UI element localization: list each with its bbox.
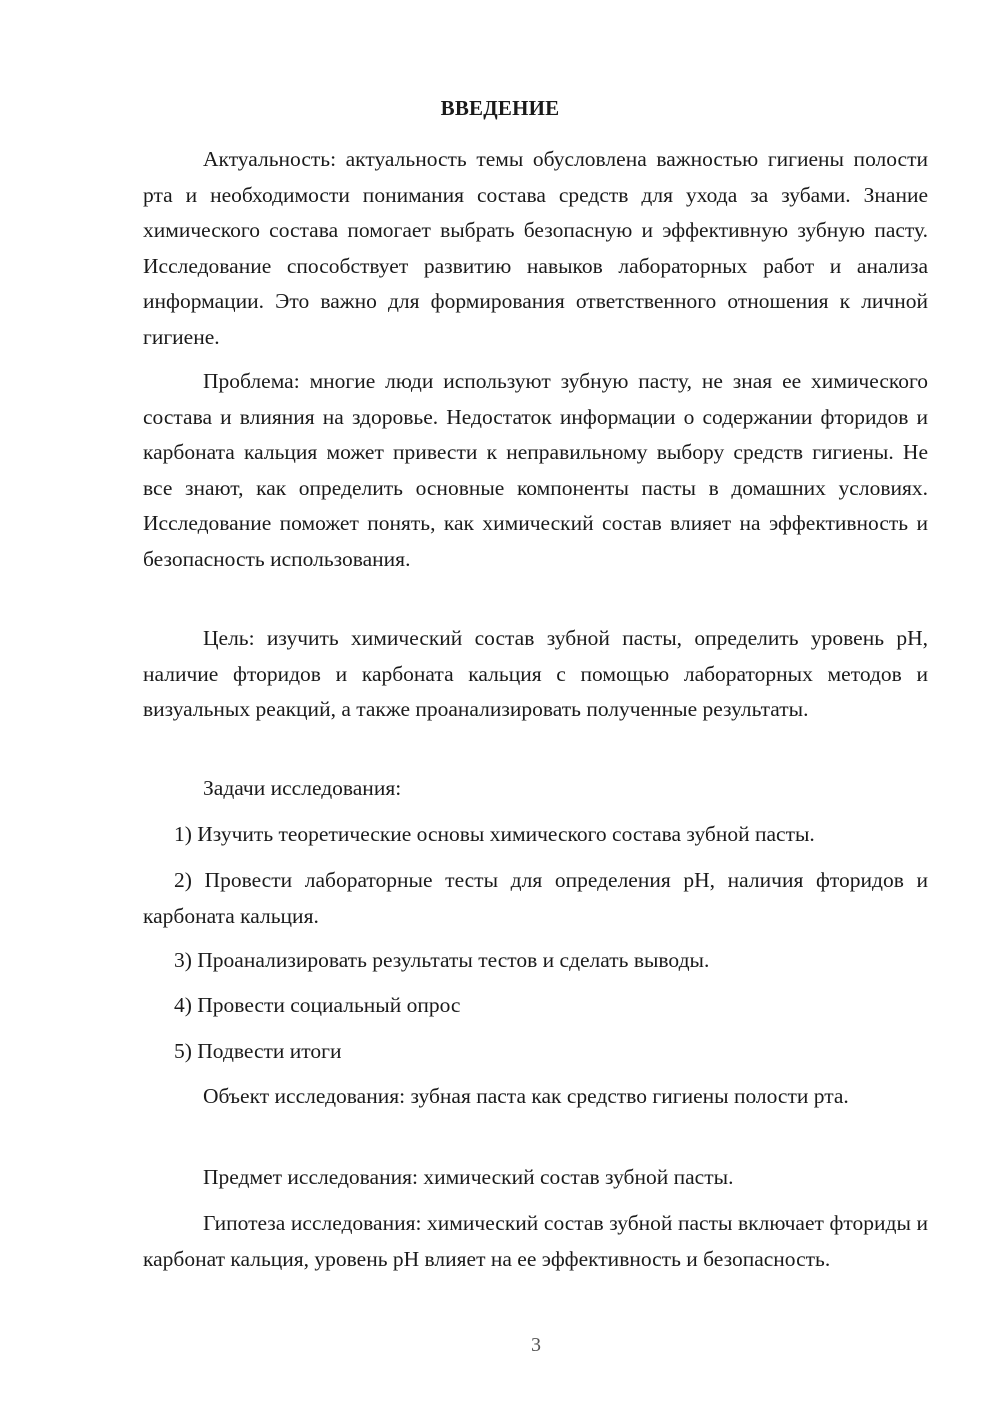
- paragraph-hypothesis: Гипотеза исследования: химический состав зубной пасты включает фториды и карбонат кальция, уровень pH влияет на ее эффективность и безопасность.: [143, 1211, 928, 1271]
- page-number: 3: [531, 1334, 541, 1356]
- task-item: 1) Изучить теоретические основы химического состава зубной пасты.: [174, 822, 815, 846]
- task-item: 4) Провести социальный опрос: [174, 993, 461, 1017]
- tasks-heading: Задачи исследования:: [203, 776, 402, 800]
- task-item: 2) Провести лабораторные тесты для определения pH, наличия фторидов и карбоната кальция.: [143, 868, 928, 928]
- task-item: 5) Подвести итоги: [174, 1039, 342, 1063]
- paragraph-relevance: Актуальность: актуальность темы обусловлена важностью гигиены полости рта и необходимости понимания состава средств для ухода за зубами. Знание химического состава помогает выбрать безопасную и эффективную зубную пасту. Исследование способствует развитию навыков лабораторных работ и анализа информации. Это важно для формирования ответственного отношения к личной гигиене.: [143, 147, 928, 349]
- paragraph-subject: Предмет исследования: химический состав зубной пасты.: [203, 1165, 734, 1189]
- task-item: 3) Проанализировать результаты тестов и сделать выводы.: [174, 948, 710, 972]
- paragraph-goal: Цель: изучить химический состав зубной пасты, определить уровень pH, наличие фторидов и карбоната кальция с помощью лабораторных методов и визуальных реакций, а также проанализировать полученные результаты.: [143, 626, 928, 721]
- page-title: ВВЕДЕНИЕ: [440, 96, 560, 120]
- paragraph-problem: Проблема: многие люди используют зубную пасту, не зная ее химического состава и влияния на здоровье. Недостаток информации о содержании фторидов и карбоната кальция может привести к неправильному выбору средств гигиены. Не все знают, как определить основные компоненты пасты в домашних условиях. Исследование поможет понять, как химический состав влияет на эффективность и безопасность использования.: [143, 369, 928, 571]
- paragraph-object: Объект исследования: зубная паста как средство гигиены полости рта.: [203, 1084, 849, 1108]
